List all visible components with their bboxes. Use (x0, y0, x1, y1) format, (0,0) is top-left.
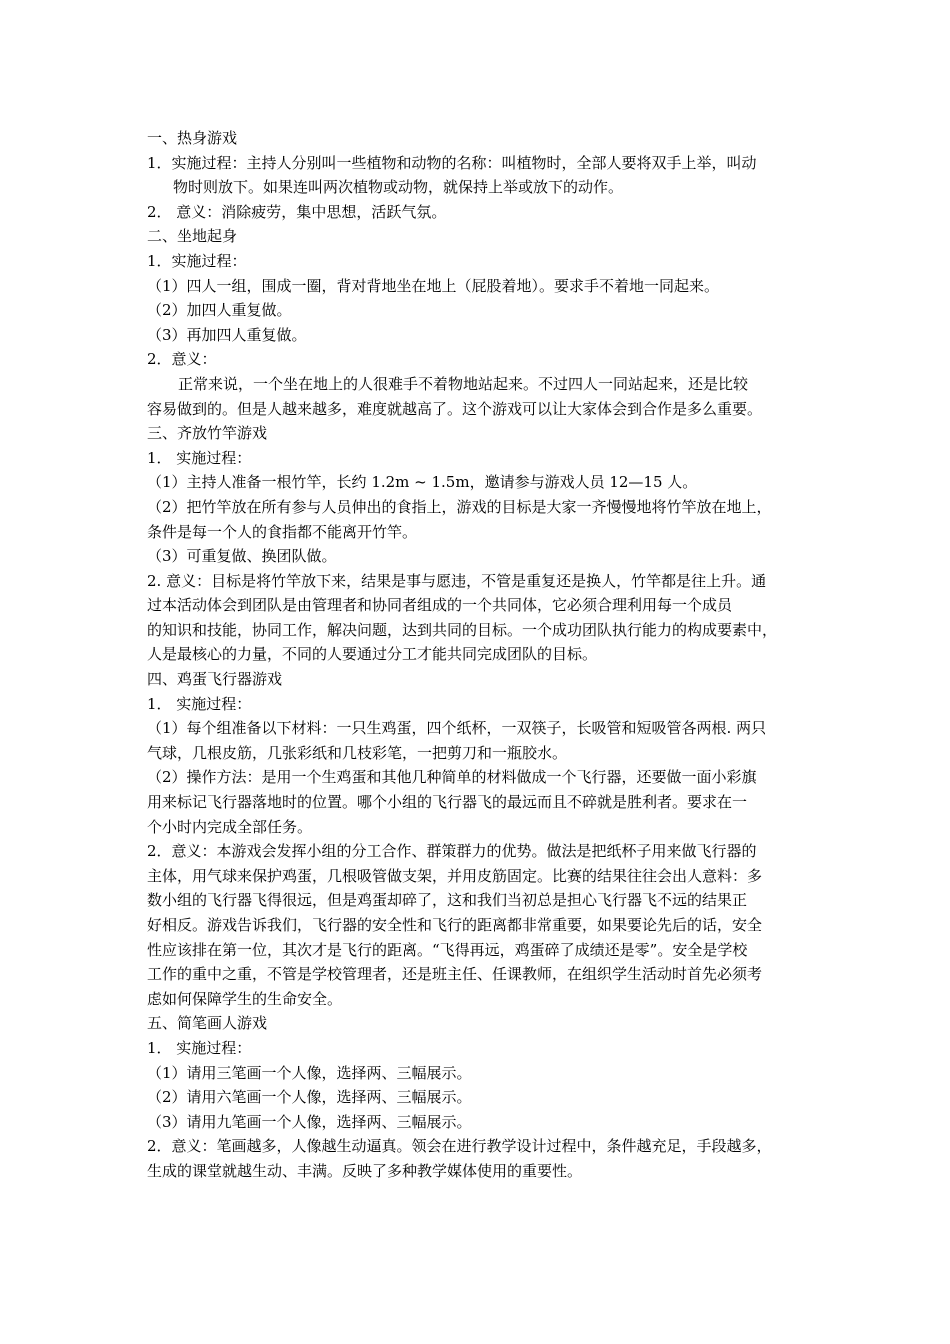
paragraph-line: 个小时内完成全部任务。 (147, 817, 313, 836)
paragraph-line: 物时则放下。如果连叫两次植物或动物，就保持上举或放下的动作。 (173, 178, 624, 197)
paragraph-line: 工作的重中之重，不管是学校管理者，还是班主任、任课教师，在组织学生活动时首先必须考 (147, 965, 763, 984)
list-item: （2）加四人重复做。 (147, 301, 292, 320)
paragraph-line: 2．意义：笔画越多，人像越生动逼真。领会在进行教学设计过程中，条件越充足，手段越多， (147, 1137, 772, 1156)
list-item: （2）把竹竿放在所有参与人员伸出的食指上，游戏的目标是大家一齐慢慢地将竹竿放在地上， (147, 497, 772, 516)
list-item: （3）请用九笔画一个人像，选择两、三幅展示。 (147, 1112, 472, 1131)
list-item: （1）主持人准备一根竹竿，长约 1.2m ~ 1.5m，邀请参与游戏人员 12—15 人。 (147, 473, 698, 492)
list-item: （3）可重复做、换团队做。 (147, 547, 337, 566)
paragraph-line: 2. 意义：目标是将竹竿放下来，结果是事与愿违，不管是重复还是换人，竹竿都是往上升。通 (147, 571, 767, 590)
list-item: （2）请用六笔画一个人像，选择两、三幅展示。 (147, 1088, 472, 1107)
section-heading: 五、简笔画人游戏 (147, 1014, 268, 1033)
paragraph-line: 的知识和技能，协同工作，解决问题，达到共同的目标。一个成功团队执行能力的构成要素中， (147, 620, 778, 639)
paragraph-line: 1． 实施过程： (147, 694, 252, 713)
paragraph-line: 2．意义： (147, 350, 217, 369)
document-body (147, 126, 812, 1184)
paragraph-line: 条件是每一个人的食指都不能离开竹竿。 (147, 522, 418, 541)
section-heading: 一、热身游戏 (147, 129, 238, 147)
paragraph-line: 人是最核心的力量，不同的人要通过分工才能共同完成团队的目标。 (147, 645, 598, 664)
paragraph-line: 主体，用气球来保护鸡蛋，几根吸管做支架，并用皮筋固定。比赛的结果往往会出人意料：多 (147, 866, 763, 885)
paragraph-line: 生成的课堂就越生动、丰满。反映了多种教学媒体使用的重要性。 (147, 1161, 583, 1180)
paragraph-line: 1． 实施过程： (147, 1038, 252, 1057)
paragraph-line: 过本活动体会到团队是由管理者和协同者组成的一个共同体，它必须合理利用每一个成员 (147, 596, 733, 615)
paragraph-line: 正常来说，一个坐在地上的人很难手不着物地站起来。不过四人一同站起来，还是比较 (178, 374, 749, 393)
paragraph-line: 虑如何保障学生的生命安全。 (147, 989, 343, 1008)
list-item: （1）四人一组，围成一圈，背对背地坐在地上（屁股着地）。要求手不着地一同起来。 (147, 276, 720, 295)
list-item: （2）操作方法：是用一个生鸡蛋和其他几种简单的材料做成一个飞行器，还要做一面小彩旗 (147, 768, 757, 787)
paragraph-line: 数小组的飞行器飞得很远，但是鸡蛋却碎了，这和我们当初总是担心飞行器飞不远的结果正 (147, 891, 748, 910)
paragraph-line: 1．实施过程：主持人分别叫一些植物和动物的名称：叫植物时，全部人要将双手上举，叫动 (147, 153, 757, 172)
section-heading: 三、齐放竹竿游戏 (147, 424, 268, 443)
paragraph-line: 1． 实施过程： (147, 448, 252, 467)
paragraph-line: 好相反。游戏告诉我们，飞行器的安全性和飞行的距离都非常重要，如果要论先后的话，安全 (147, 916, 763, 934)
paragraph-line: 2．意义：本游戏会发挥小组的分工合作、群策群力的优势。做法是把纸杯子用来做飞行器的 (147, 842, 757, 861)
section-heading: 四、鸡蛋飞行器游戏 (147, 670, 283, 689)
paragraph-line: 用来标记飞行器落地时的位置。哪个小组的飞行器飞的最远而且不碎就是胜利者。要求在一 (147, 793, 748, 812)
list-item: （1）请用三笔画一个人像，选择两、三幅展示。 (147, 1063, 472, 1082)
paragraph-line: 容易做到的。但是人越来越多，难度就越高了。这个游戏可以让大家体会到合作是多么重要。 (147, 399, 763, 418)
paragraph-line: 气球，几根皮筋，几张彩纸和几枝彩笔，一把剪刀和一瓶胶水。 (147, 743, 568, 762)
paragraph-line: 2． 意义：消除疲劳，集中思想，活跃气氛。 (147, 202, 447, 221)
list-item: （1）每个组准备以下材料：一只生鸡蛋，四个纸杯，一双筷子，长吸管和短吸管各两根. 两只 (147, 719, 767, 738)
paragraph-line: 1．实施过程： (147, 251, 247, 270)
list-item: （3）再加四人重复做。 (147, 325, 307, 344)
paragraph-line: 性应该排在第一位，其次才是飞行的距离。“飞得再远，鸡蛋碎了成绩还是零”。安全是学校 (147, 940, 748, 959)
section-heading: 二、坐地起身 (147, 227, 238, 246)
